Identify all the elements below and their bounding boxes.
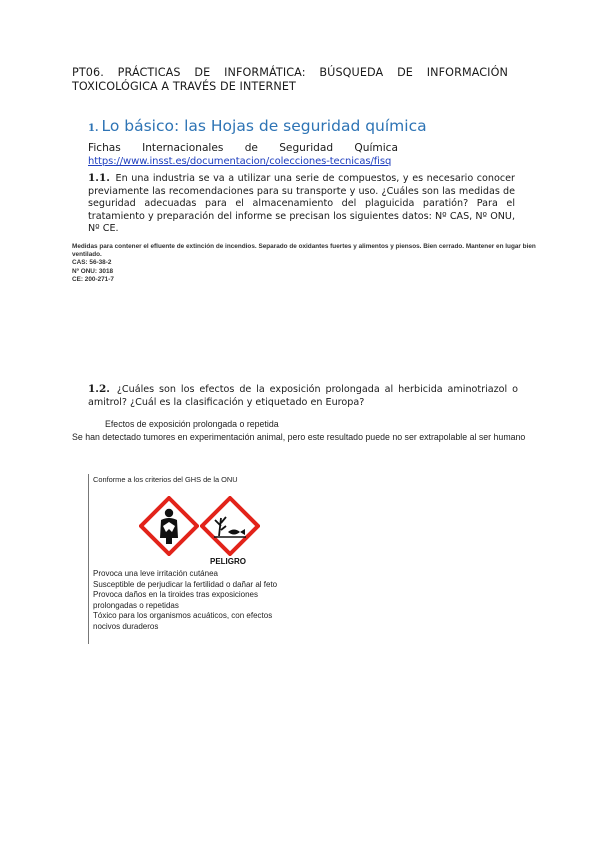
fichas-word: Internacionales [142, 142, 224, 154]
answer-1-1 [72, 243, 542, 284]
section-heading [88, 117, 427, 135]
question-1-1 [88, 172, 515, 236]
cas-number: CAS: 56-38-2 [72, 259, 112, 267]
storage-measures: Medidas para contener el efluente de extinción de incendios. Separado de oxidantes fuertes y alimentos y piensos. Bien cerrado. Mantener en lugar bien ventilado. [72, 243, 536, 259]
health-hazard-icon [139, 496, 199, 556]
hazard-statement: Provoca daños en la tiroides tras exposiciones [93, 590, 258, 600]
ghs-label [88, 474, 319, 644]
title-word: BÚSQUEDA [319, 66, 384, 79]
hazard-statement: prolongadas o repetidas [93, 600, 179, 610]
tumors-text: Se han detectado tumores en experimentación animal, pero este resultado puede no ser extrapolable al ser humano [72, 432, 526, 442]
section-number: 1. [88, 123, 99, 134]
question-text: En una industria se va a utilizar una serie de compuestos, y es necesario conocer previamente las recomendaciones para su transporte y uso. ¿Cuáles son las medidas de seguridad adecuadas para el almacenamiento del plaguicida paratión? Para el tratamiento y preparación del informe se precisan los siguientes datos: Nº CAS, Nº ONU, Nº CE. [88, 173, 515, 235]
question-1-2 [88, 383, 518, 409]
onu-number: Nº ONU: 3018 [72, 267, 114, 275]
section-heading-text: Lo básico: las Hojas de seguridad química [101, 117, 427, 135]
fichas-word: Química [354, 142, 398, 154]
environment-icon [200, 496, 260, 556]
fichas-word: Seguridad [279, 142, 334, 154]
hazard-statement: nocivos duraderos [93, 621, 159, 631]
fichas-block [88, 142, 398, 168]
hazard-statements [93, 569, 313, 633]
hazard-statement: Tóxico para los organismos acuáticos, con efectos [93, 611, 273, 621]
title-word: PRÁCTICAS [117, 66, 181, 79]
document-title [72, 66, 508, 94]
fichas-word: de [244, 142, 258, 154]
effects-label: Efectos de exposición prolongada o repetida [105, 419, 279, 429]
title-line-2: TOXICOLÓGICA A TRAVÉS DE INTERNET [72, 80, 296, 93]
fisq-link[interactable]: https://www.insst.es/documentacion/colecciones-tecnicas/fisq [88, 156, 392, 167]
fichas-word: Fichas [88, 142, 121, 154]
title-word: INFORMÁTICA: [224, 66, 306, 79]
question-number: 1.1. [88, 172, 110, 184]
title-word: DE [397, 66, 413, 79]
question-text: ¿Cuáles son los efectos de la exposición prolongada al herbicida aminotriazol o amitrol? ¿Cuál es la clasificación y etiquetado en Europa? [88, 384, 518, 408]
hazard-statement: Susceptible de perjudicar la fertilidad o dañar al feto [93, 579, 278, 589]
title-word: PT06. [72, 66, 104, 79]
ce-number: CE: 200-271-7 [72, 275, 114, 283]
signal-word: PELIGRO [210, 557, 247, 566]
ghs-header: Conforme a los criterios del GHS de la ONU [93, 475, 238, 484]
hazard-statement: Provoca una leve irritación cutánea [93, 569, 218, 578]
title-word: INFORMACIÓN [426, 66, 508, 79]
question-number: 1.2. [88, 383, 110, 395]
title-word: DE [194, 66, 211, 79]
